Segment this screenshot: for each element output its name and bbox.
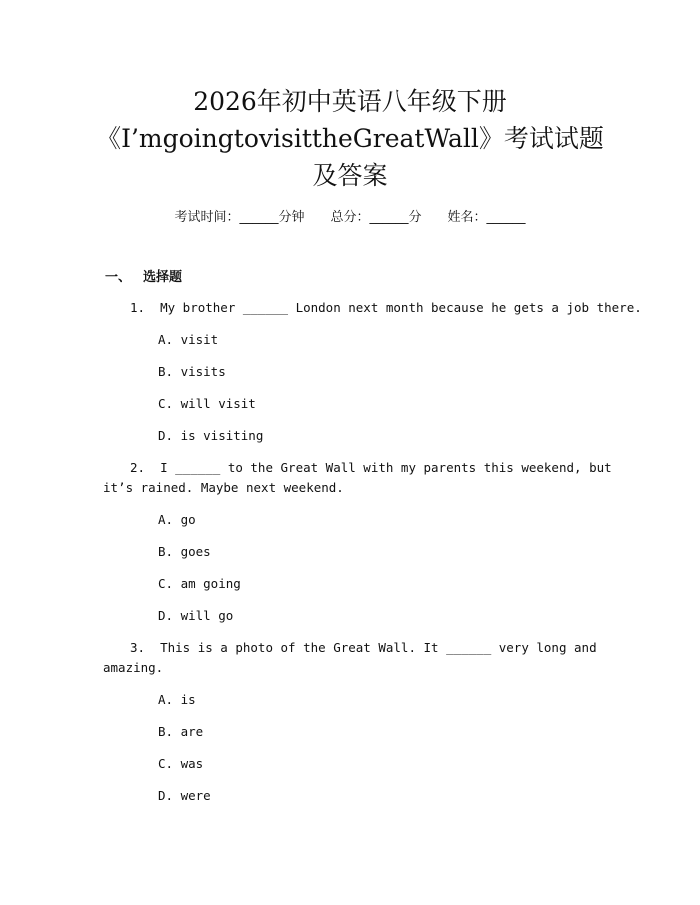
section-heading <box>105 266 182 285</box>
question-2-option-a: A. go <box>158 512 196 527</box>
question-3-text: 3. This is a photo of the Great Wall. It ______ very long and <box>130 640 597 655</box>
question-2-text: 2. I ______ to the Great Wall with my parents this weekend, but <box>130 460 612 475</box>
student-name-field: 姓名：______ <box>447 210 526 225</box>
question-3-option-d: D. were <box>158 788 211 803</box>
question-2-option-d: D. will go <box>158 608 234 623</box>
question-3-option-c: C. was <box>158 756 204 771</box>
question-2-option-c: C. am going <box>158 576 241 591</box>
exam-title-line-1: 2026年初中英语八年级下册 <box>193 87 507 116</box>
question-2-option-b: B. goes <box>158 544 211 559</box>
question-1-option-d: D. is visiting <box>158 428 264 443</box>
question-2-text-continued: it’s rained. Maybe next weekend. <box>103 480 344 495</box>
question-1-option-b: B. visits <box>158 364 226 379</box>
exam-time-field: 考试时间：______分钟 <box>174 210 305 225</box>
section-number: 一、 <box>105 270 132 285</box>
question-3-text-continued: amazing. <box>103 660 164 675</box>
section-title: 选择题 <box>143 270 183 285</box>
total-score-field: 总分：______分 <box>330 210 422 225</box>
exam-title-line-2: 《I’mgoingtovisittheGreatWall》考试试题 <box>96 124 604 153</box>
question-3-option-a: A. is <box>158 692 196 707</box>
exam-title-line-3: 及答案 <box>312 161 388 190</box>
question-1-option-a: A. visit <box>158 332 219 347</box>
question-1-text: 1. My brother ______ London next month because he gets a job there. <box>130 300 642 315</box>
question-1-option-c: C. will visit <box>158 396 256 411</box>
exam-info-row <box>0 206 700 225</box>
question-3-option-b: B. are <box>158 724 204 739</box>
